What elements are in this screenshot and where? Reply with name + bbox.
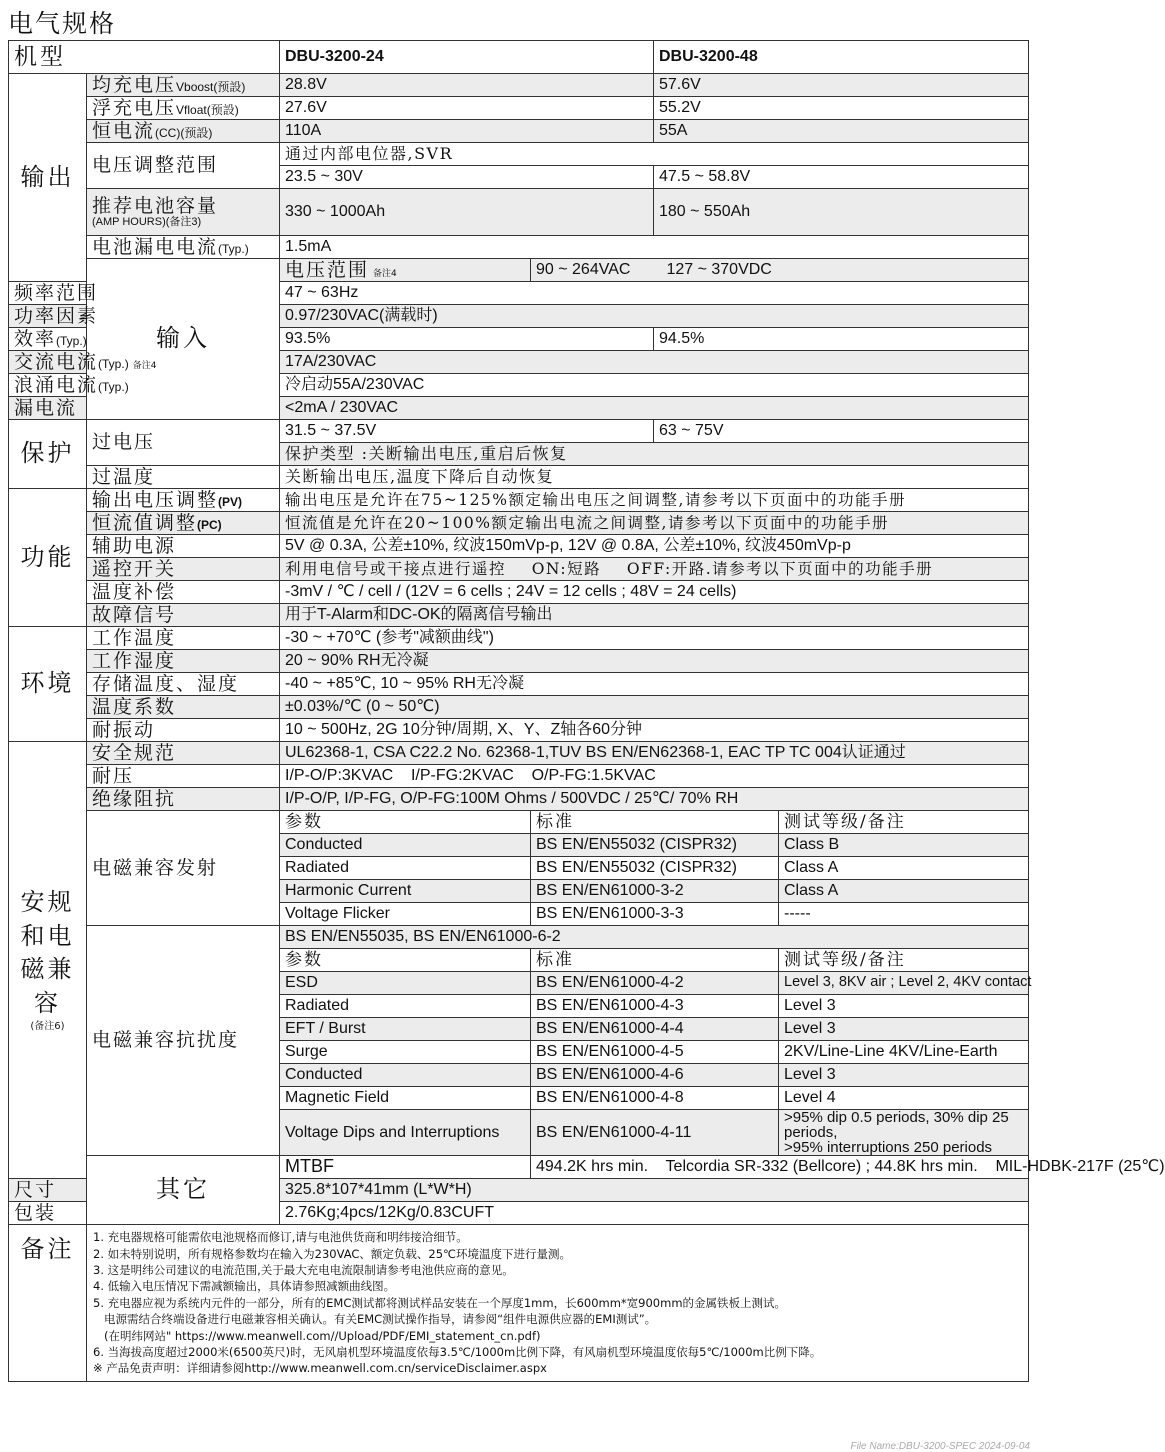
note-line: 6. 当海拔高度超过2000米(6500英尺)时，无风扇机型环境温度依每3.5℃/1000m比例下降，有风扇机型环境温度依每5℃/1000m比例下降。 (93, 1345, 822, 1360)
ems-level: Level 3, 8KV air ; Level 2, 4KV contact (779, 972, 1029, 995)
label-vfloat: 浮充电压Vfloat(预設) (87, 97, 280, 120)
ems-level: 2KV/Line-Line 4KV/Line-Earth (779, 1041, 1029, 1064)
row-storage (9, 673, 1029, 696)
row-pv (9, 489, 1029, 512)
value-battery-a: 330 ~ 1000Ah (280, 189, 654, 236)
value-ovp-type: 保护类型 :关断输出电压,重启后恢复 (280, 443, 1029, 466)
ems-header-level: 测试等级/备注 (779, 949, 1029, 972)
ems-standard: BS EN/EN61000-4-11 (531, 1110, 779, 1156)
row-ems-standard (9, 926, 1029, 949)
ems-param: Voltage Dips and Interruptions (280, 1110, 531, 1156)
row-remote (9, 558, 1029, 581)
label-pc: 恒流值调整(PC) (87, 512, 280, 535)
label-work-temp: 工作温度 (87, 627, 280, 650)
ems-param: EFT / Burst (280, 1018, 531, 1041)
label-leak: 电池漏电电流(Typ.) (87, 236, 280, 259)
note-line: (在明纬网站" https://www.meanwell.com//Upload/PDF/EMI_statement_cn.pdf) (93, 1328, 541, 1343)
row-vibration (9, 719, 1029, 742)
row-vboost (9, 74, 1029, 97)
emi-param: Harmonic Current (280, 880, 531, 903)
value-otp: 关断输出电压,温度下降后自动恢复 (280, 466, 1029, 489)
value-remote: 利用电信号或干接点进行遥控 ON:短路 OFF:开路.请参考以下页面中的功能手册 (280, 558, 1029, 581)
model-label: 机型 (9, 41, 280, 74)
emi-level: Class A (779, 880, 1029, 903)
label-temp-comp: 温度补偿 (87, 581, 280, 604)
row-temp-comp (9, 581, 1029, 604)
value-pf: 0.97/230VAC(满载时) (280, 305, 1029, 328)
ems-standard: BS EN/EN61000-4-3 (531, 995, 779, 1018)
note-line: 1. 充电器规格可能需依电池规格而修订,请与电池供货商和明纬接洽细节。 (93, 1230, 468, 1245)
category-notes: 备注 (9, 1225, 87, 1382)
category-function: 功能 (9, 489, 87, 627)
value-cc-b: 55A (654, 120, 1029, 143)
label-pf: 功率因素 (9, 305, 87, 328)
label-packing: 包装 (9, 1202, 87, 1225)
ems-level: >95% dip 0.5 periods, 30% dip 25 periods, >95% interruptions 250 periods (779, 1110, 1029, 1156)
note-line: 3. 这是明纬公司建议的电流范围,关于最大充电电流限制请参考电池供应商的意见。 (93, 1263, 514, 1277)
ems-header-param: 参数 (280, 949, 531, 972)
label-size: 尺寸 (9, 1179, 87, 1202)
note-line: 电源需结合终端设备进行电磁兼容相关确认。有关EMC测试操作指导，请参阅“组件电源供应器的EMI测试”。 (93, 1312, 657, 1327)
label-pv: 输出电压调整(PV) (87, 489, 280, 512)
value-temp-coef: ±0.03%/℃ (0 ~ 50℃) (280, 696, 1029, 719)
model-header-row (9, 41, 1029, 74)
row-aux (9, 535, 1029, 558)
label-emi: 电磁兼容发射 (87, 811, 280, 926)
row-standards (9, 742, 1029, 765)
notes-block (87, 1225, 1029, 1382)
value-work-hum: 20 ~ 90% RH无冷凝 (280, 650, 1029, 673)
label-storage: 存储温度、湿度 (87, 673, 280, 696)
ems-standard: BS EN/EN61000-4-2 (531, 972, 779, 995)
value-fault: 用于T-Alarm和DC-OK的隔离信号输出 (280, 604, 1029, 627)
row-work-hum (9, 650, 1029, 673)
row-pc (9, 512, 1029, 535)
ems-standard: BS EN/EN61000-4-4 (531, 1018, 779, 1041)
label-eff: 效率(Typ.) (9, 328, 87, 351)
emi-level: Class A (779, 857, 1029, 880)
label-ems: 电磁兼容抗扰度 (87, 926, 280, 1156)
category-input: 输入 (87, 259, 280, 420)
row-otp (9, 466, 1029, 489)
ems-standard: BS EN/EN61000-4-6 (531, 1064, 779, 1087)
label-withstand: 耐压 (87, 765, 280, 788)
label-battery: 推荐电池容量 (AMP HOURS)(备注3) (87, 189, 280, 236)
ems-header-standard: 标准 (531, 949, 779, 972)
value-pc: 恒流值是允许在20~100%额定输出电流之间调整,请参考以下页面中的功能手册 (280, 512, 1029, 535)
category-environment: 环境 (9, 627, 87, 742)
label-ac-current: 交流电流(Typ.) 备注4 (9, 351, 87, 374)
label-vrange: 电压范围 备注4 (280, 259, 531, 282)
value-vboost-b: 57.6V (654, 74, 1029, 97)
value-ovp-b: 63 ~ 75V (654, 420, 1029, 443)
label-standards: 安全规范 (87, 742, 280, 765)
row-emi-header (9, 811, 1029, 834)
value-pv: 输出电压是允许在75~125%额定输出电压之间调整,请参考以下页面中的功能手册 (280, 489, 1029, 512)
ems-level: Level 4 (779, 1087, 1029, 1110)
value-vboost-a: 28.8V (280, 74, 654, 97)
value-work-temp: -30 ~ +70℃ (参考"减额曲线") (280, 627, 1029, 650)
value-mtbf: 494.2K hrs min. Telcordia SR-332 (Bellcore) ; 44.8K hrs min. MIL-HDBK-217F (25℃) (531, 1156, 1029, 1179)
row-isolation (9, 788, 1029, 811)
row-withstand (9, 765, 1029, 788)
label-isolation: 绝缘阻抗 (87, 788, 280, 811)
note-line: ※ 产品免责声明：详细请参阅http://www.meanwell.com.cn/serviceDisclaimer.aspx (93, 1361, 547, 1376)
label-aux: 辅助电源 (87, 535, 280, 558)
row-temp-coef (9, 696, 1029, 719)
value-storage: -40 ~ +85℃, 10 ~ 95% RH无冷凝 (280, 673, 1029, 696)
value-leak: 1.5mA (280, 236, 1029, 259)
value-ems-standard: BS EN/EN55035, BS EN/EN61000-6-2 (280, 926, 1029, 949)
spec-table (8, 40, 1165, 1382)
value-aux: 5V @ 0.3A, 公差±10%, 纹波150mVp-p, 12V @ 0.8A, 公差±10%, 纹波450mVp-p (280, 535, 1029, 558)
row-mtbf (9, 1156, 1029, 1179)
ems-param: Surge (280, 1041, 531, 1064)
model-a: DBU-3200-24 (280, 41, 654, 74)
ems-standard: BS EN/EN61000-4-8 (531, 1087, 779, 1110)
label-cc: 恒电流(CC)(预設) (87, 120, 280, 143)
page-title: 电气规格 (8, 9, 117, 38)
ems-level: Level 3 (779, 995, 1029, 1018)
label-vibration: 耐振动 (87, 719, 280, 742)
emi-level: Class B (779, 834, 1029, 857)
ems-param: Conducted (280, 1064, 531, 1087)
note-line: 5. 充电器应视为系统内元件的一部分，所有的EMC测试都将测试样品安装在一个厚度1mm，长600mm*宽900mm的金属铁板上测试。 (93, 1295, 787, 1310)
value-isolation: I/P-O/P, I/P-FG, O/P-FG:100M Ohms / 500VDC / 25℃/ 70% RH (280, 788, 1029, 811)
value-standards: UL62368-1, CSA C22.2 No. 62368-1,TUV BS EN/EN62368-1, EAC TP TC 004认证通过 (280, 742, 1029, 765)
value-freq: 47 ~ 63Hz (280, 282, 1029, 305)
value-leakage: <2mA / 230VAC (280, 397, 1029, 420)
row-notes (9, 1225, 1029, 1382)
row-cc (9, 120, 1029, 143)
emi-header-level: 测试等级/备注 (779, 811, 1029, 834)
emi-standard: BS EN/EN55032 (CISPR32) (531, 834, 779, 857)
row-leak (9, 236, 1029, 259)
note-line: 2. 如未特别说明，所有规格参数均在输入为230VAC、额定负载、25℃环境温度下进行量测。 (93, 1246, 571, 1261)
emi-standard: BS EN/EN61000-3-2 (531, 880, 779, 903)
value-withstand: I/P-O/P:3KVAC I/P-FG:2KVAC O/P-FG:1.5KVAC (280, 765, 1029, 788)
label-otp: 过温度 (87, 466, 280, 489)
label-adj: 电压调整范围 (87, 143, 280, 189)
value-ac-current: 17A/230VAC (280, 351, 1029, 374)
value-ovp-a: 31.5 ~ 37.5V (280, 420, 654, 443)
row-work-temp (9, 627, 1029, 650)
label-remote: 遥控开关 (87, 558, 280, 581)
emi-param: Radiated (280, 857, 531, 880)
value-packing: 2.76Kg;4pcs/12Kg/0.83CUFT (280, 1202, 1029, 1225)
label-ovp: 过电压 (87, 420, 280, 466)
emi-header-standard: 标准 (531, 811, 779, 834)
ems-param: Radiated (280, 995, 531, 1018)
file-name: File Name:DBU-3200-SPEC 2024-09-04 (850, 1441, 1030, 1452)
ems-param: Magnetic Field (280, 1087, 531, 1110)
emi-standard: BS EN/EN61000-3-3 (531, 903, 779, 926)
value-adj-method: 通过内部电位器,SVR (280, 143, 1029, 166)
row-adj-method (9, 143, 1029, 166)
label-work-hum: 工作湿度 (87, 650, 280, 673)
label-fault: 故障信号 (87, 604, 280, 627)
value-eff-b: 94.5% (654, 328, 1029, 351)
label-vboost: 均充电压Vboost(预設) (87, 74, 280, 97)
value-vfloat-b: 55.2V (654, 97, 1029, 120)
row-fault (9, 604, 1029, 627)
category-protection: 保护 (9, 420, 87, 489)
category-others: 其它 (87, 1156, 280, 1225)
ems-level: Level 3 (779, 1018, 1029, 1041)
value-vibration: 10 ~ 500Hz, 2G 10分钟/周期, X、Y、Z轴各60分钟 (280, 719, 1029, 742)
value-size: 325.8*107*41mm (L*W*H) (280, 1179, 1029, 1202)
label-inrush: 浪涌电流(Typ.) (9, 374, 87, 397)
value-adj-b: 47.5 ~ 58.8V (654, 166, 1029, 189)
emi-level: ----- (779, 903, 1029, 926)
row-vrange (9, 259, 1029, 282)
value-temp-comp: -3mV / ℃ / cell / (12V = 6 cells ; 24V = 12 cells ; 48V = 24 cells) (280, 581, 1029, 604)
label-temp-coef: 温度系数 (87, 696, 280, 719)
emi-standard: BS EN/EN55032 (CISPR32) (531, 857, 779, 880)
model-b: DBU-3200-48 (654, 41, 1029, 74)
emi-param: Voltage Flicker (280, 903, 531, 926)
value-cc-a: 110A (280, 120, 654, 143)
row-ovp (9, 420, 1029, 443)
label-freq: 频率范围 (9, 282, 87, 305)
note-line: 4. 低输入电压情况下需减额输出，具体请参照减额曲线图。 (93, 1279, 396, 1294)
value-vfloat-a: 27.6V (280, 97, 654, 120)
emi-param: Conducted (280, 834, 531, 857)
value-vrange: 90 ~ 264VAC 127 ~ 370VDC (531, 259, 1029, 282)
ems-level: Level 3 (779, 1064, 1029, 1087)
value-inrush: 冷启动55A/230VAC (280, 374, 1029, 397)
ems-param: ESD (280, 972, 531, 995)
value-adj-a: 23.5 ~ 30V (280, 166, 654, 189)
emi-header-param: 参数 (280, 811, 531, 834)
ems-standard: BS EN/EN61000-4-5 (531, 1041, 779, 1064)
label-leakage: 漏电流 (9, 397, 87, 420)
category-output: 输出 (9, 74, 87, 282)
row-vfloat (9, 97, 1029, 120)
category-safety: 安规和电磁兼容 (备注6) (9, 742, 87, 1179)
label-mtbf: MTBF (280, 1156, 531, 1179)
value-battery-b: 180 ~ 550Ah (654, 189, 1029, 236)
value-eff-a: 93.5% (280, 328, 654, 351)
